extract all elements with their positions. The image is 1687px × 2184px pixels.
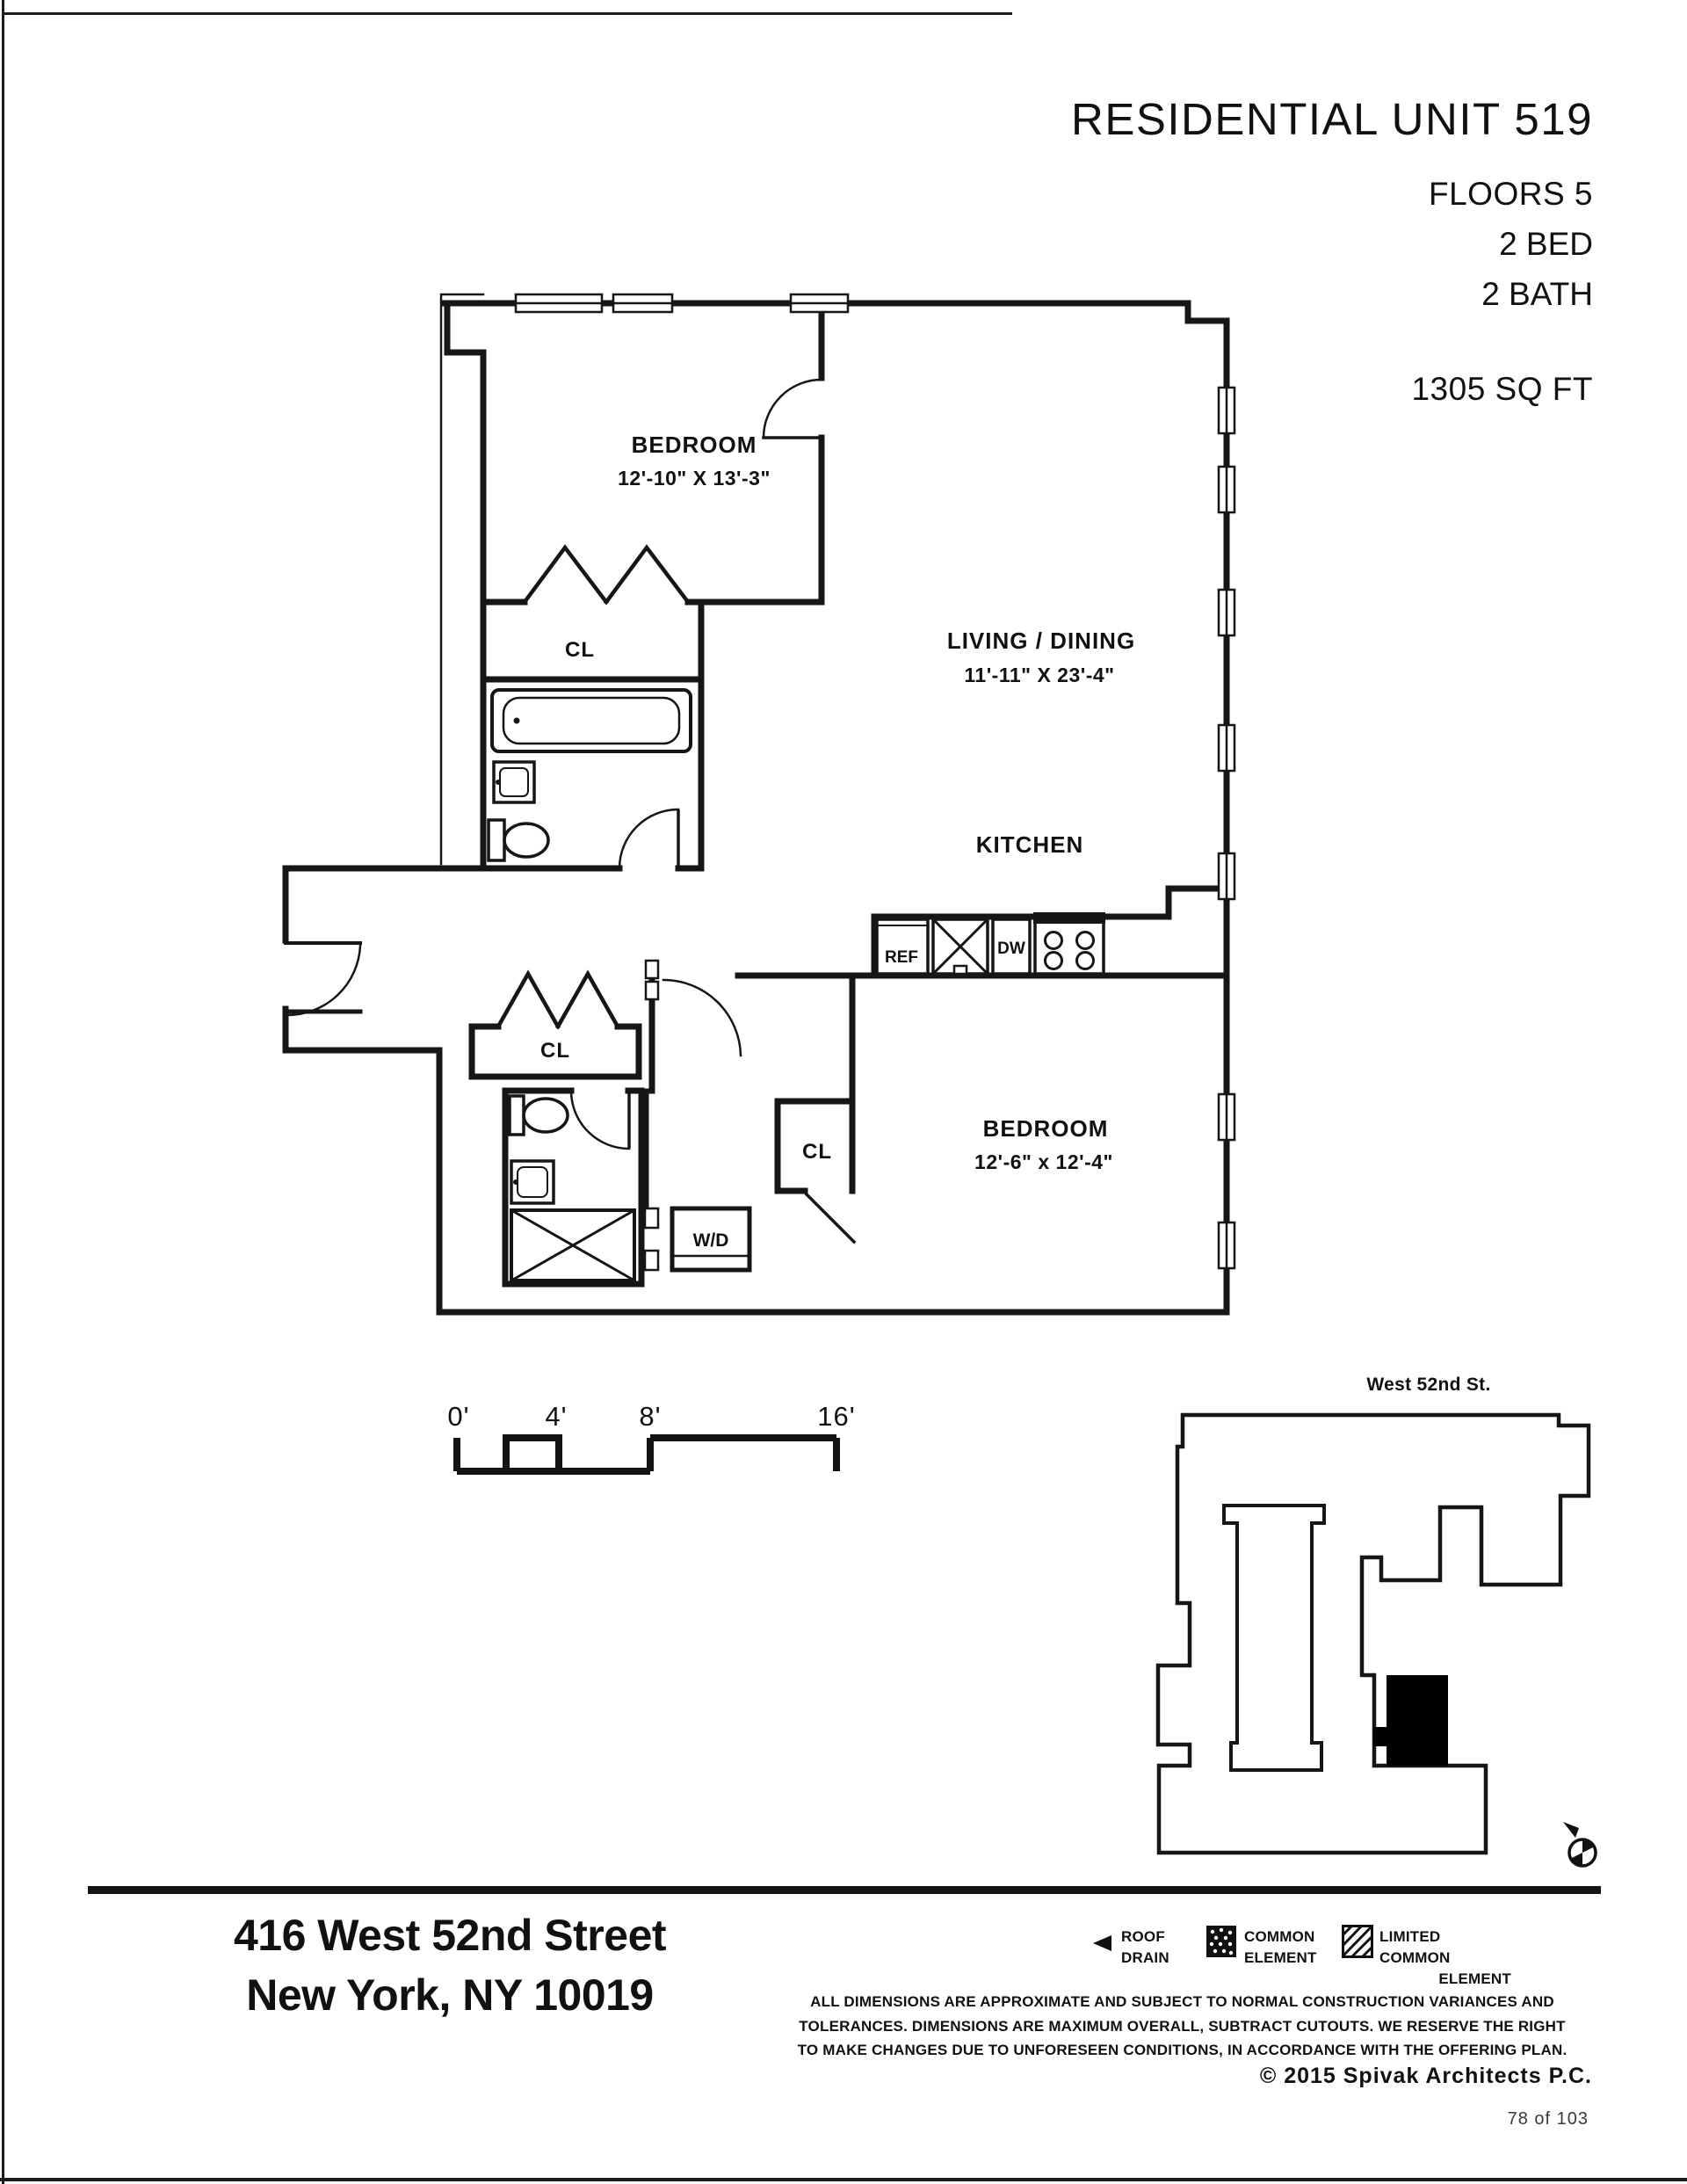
fridge-label: REF — [885, 948, 918, 967]
key-plan — [1139, 1371, 1640, 1872]
dishwasher-label: DW — [997, 940, 1025, 958]
unit-title: RESIDENTIAL UNIT 519 — [1070, 94, 1593, 144]
common-element-swatch-icon — [1206, 1925, 1237, 1958]
page-border-top — [2, 12, 1012, 15]
bifold-door-icon — [498, 974, 618, 1027]
legend-label: ELEMENT — [1244, 1948, 1317, 1966]
wall-stubs — [286, 1012, 647, 1208]
page-border-bottom — [0, 2178, 1687, 2181]
bifold-door-icon — [525, 548, 688, 602]
kitchen-label: KITCHEN — [975, 831, 1084, 858]
north-arrow-icon — [1563, 1822, 1596, 1867]
address-line2: New York, NY 10019 — [246, 1970, 654, 2020]
closet-label: CL — [802, 1140, 832, 1164]
address-line1: 416 West 52nd Street — [233, 1911, 667, 1960]
bedroom1-label: BEDROOM — [631, 432, 757, 458]
building-footprint — [1158, 1415, 1589, 1853]
scale-bar — [439, 1399, 914, 1487]
disclaimer-line: ALL DIMENSIONS ARE APPROXIMATE AND SUBJECT TO NORMAL CONSTRUCTION VARIANCES AND — [810, 1993, 1554, 2010]
living-dining-label: LIVING / DINING — [946, 628, 1136, 654]
unit-area: 1305 SQ FT — [1411, 371, 1593, 407]
floor-plan-drawing — [272, 293, 1239, 1325]
legend-label: DRAIN — [1121, 1948, 1169, 1966]
page-border-left — [2, 0, 4, 2184]
closet-label: CL — [540, 1039, 570, 1063]
scale-bar-line — [457, 1438, 836, 1471]
legend-item-common-element — [1244, 1926, 1317, 1969]
street-label-top: West 52nd St. — [1366, 1375, 1491, 1395]
scale-tick-8: 8' — [639, 1401, 662, 1432]
scale-tick-16: 16' — [817, 1401, 856, 1432]
door-swing-icon — [286, 380, 854, 1270]
toilet-icon — [510, 1096, 568, 1135]
toilet-icon — [489, 820, 548, 860]
roof-drain-icon — [1090, 1934, 1115, 1953]
legend-label: ROOF — [1121, 1928, 1165, 1945]
legend-label: ELEMENT — [1438, 1970, 1511, 1987]
bedroom2-dims: 12'-6" x 12'-4" — [974, 1150, 1113, 1173]
scale-tick-4: 4' — [545, 1401, 568, 1432]
footer-rule — [88, 1886, 1601, 1894]
bedroom1-dims: 12'-10" X 13'-3" — [618, 467, 771, 490]
sink-icon — [494, 762, 534, 802]
sink-icon — [511, 1161, 554, 1203]
building-address — [98, 1905, 801, 2025]
legend-label: COMMON — [1244, 1928, 1315, 1945]
disclaimer-text — [745, 1990, 1619, 2063]
disclaimer-line: TOLERANCES. DIMENSIONS ARE MAXIMUM OVERALL, SUBTRACT CUTOUTS. WE RESERVE THE RIGHT — [799, 2017, 1566, 2035]
living-dining-dims: 11'-11" X 23'-4" — [964, 664, 1115, 686]
unit-beds: 2 BED — [1499, 226, 1593, 262]
unit-location-marker — [1373, 1675, 1448, 1766]
disclaimer-line: TO MAKE CHANGES DUE TO UNFORESEEN CONDITIONS, IN ACCORDANCE WITH THE OFFERING PLAN. — [797, 2042, 1568, 2059]
unit-baths: 2 BATH — [1481, 276, 1593, 312]
washer-dryer-label: W/D — [692, 1230, 729, 1251]
property-line — [441, 294, 483, 864]
scale-tick-0: 0' — [447, 1401, 470, 1432]
legend-item-roof-drain — [1121, 1926, 1169, 1969]
page-number: 78 of 103 — [1507, 2109, 1589, 2129]
stove-icon — [1033, 912, 1105, 974]
limited-common-element-swatch-icon — [1342, 1925, 1373, 1958]
bedroom2-label: BEDROOM — [982, 1115, 1109, 1142]
closet-label: CL — [565, 638, 595, 662]
bathtub-icon — [492, 690, 691, 751]
legend-item-limited-common-element — [1379, 1926, 1511, 1989]
kitchen-sink-icon — [933, 919, 988, 974]
copyright-notice: © 2015 Spivak Architects P.C. — [1259, 2064, 1592, 2088]
unit-floors: FLOORS 5 — [1429, 176, 1593, 212]
legend-label: LIMITED COMMON — [1379, 1928, 1451, 1966]
shower-icon — [511, 1210, 634, 1281]
